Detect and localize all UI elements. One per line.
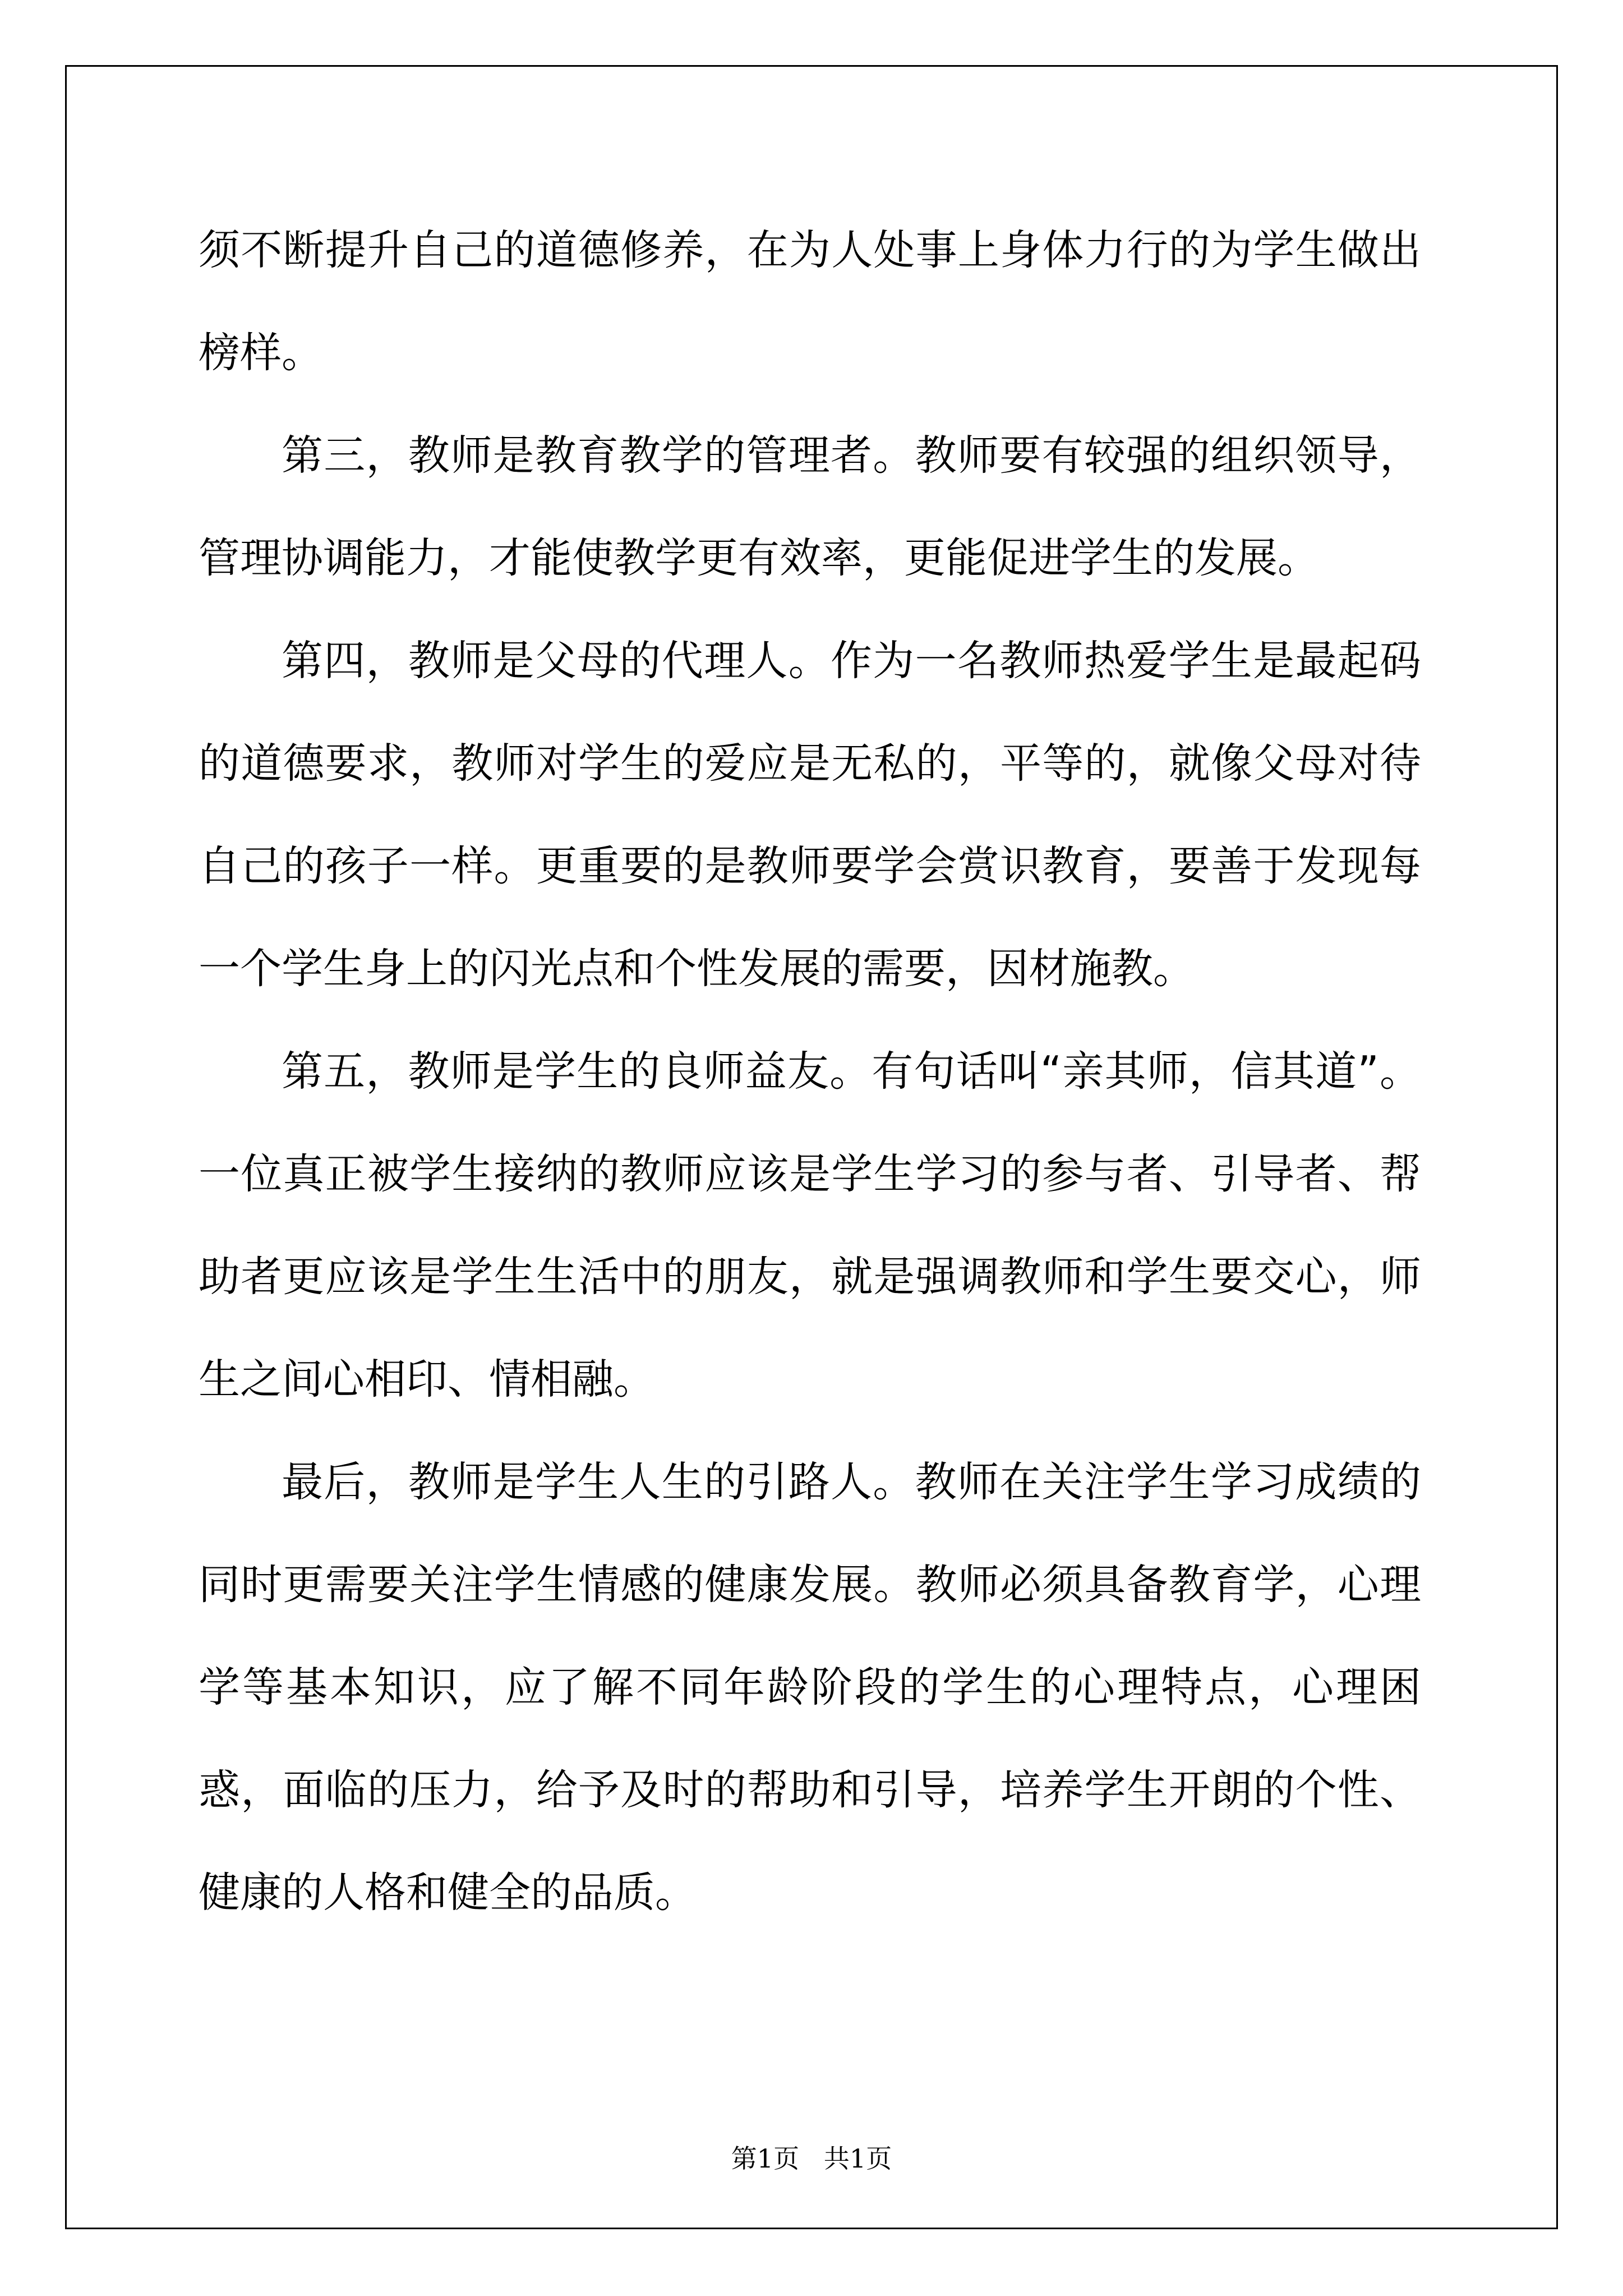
paragraph-final-role: 最后，教师是学生人生的引路人。教师在关注学生学习成绩的同时更需要关注学生情感的健康发展。教师必须具备教育学，心理学等基本知识，应了解不同年龄阶段的学生的心理特点，心理困惑，面临的压力，给予及时的帮助和引导，培养学生开朗的个性、健康的人格和健全的品质。	[199, 1458, 1421, 1917]
page-number-footer: 第1页 共1页	[731, 2143, 892, 2174]
paragraph-third-role: 第三，教师是教育教学的管理者。教师要有较强的组织领导，管理协调能力，才能使教学更有效率，更能促进学生的发展。	[199, 431, 1421, 582]
paragraph-fifth-role: 第五，教师是学生的良师益友。有句话叫“亲其师，信其道”。一位真正被学生接纳的教师应该是学生学习的参与者、引导者、帮助者更应该是学生生活中的朋友，就是强调教师和学生要交心，师生之间心相印、情相融。	[199, 1047, 1421, 1404]
paragraph-fourth-role: 第四，教师是父母的代理人。作为一名教师热爱学生是最起码的道德要求，教师对学生的爱应是无私的，平等的，就像父母对待自己的孩子一样。更重要的是教师要学会赏识教育，要善于发现每一个学生身上的闪光点和个性发展的需要，因材施教。	[199, 637, 1421, 993]
document-body	[199, 199, 1421, 1944]
paragraph-continuation: 须不断提升自己的道德修养，在为人处事上身体力行的为学生做出榜样。	[199, 226, 1421, 377]
